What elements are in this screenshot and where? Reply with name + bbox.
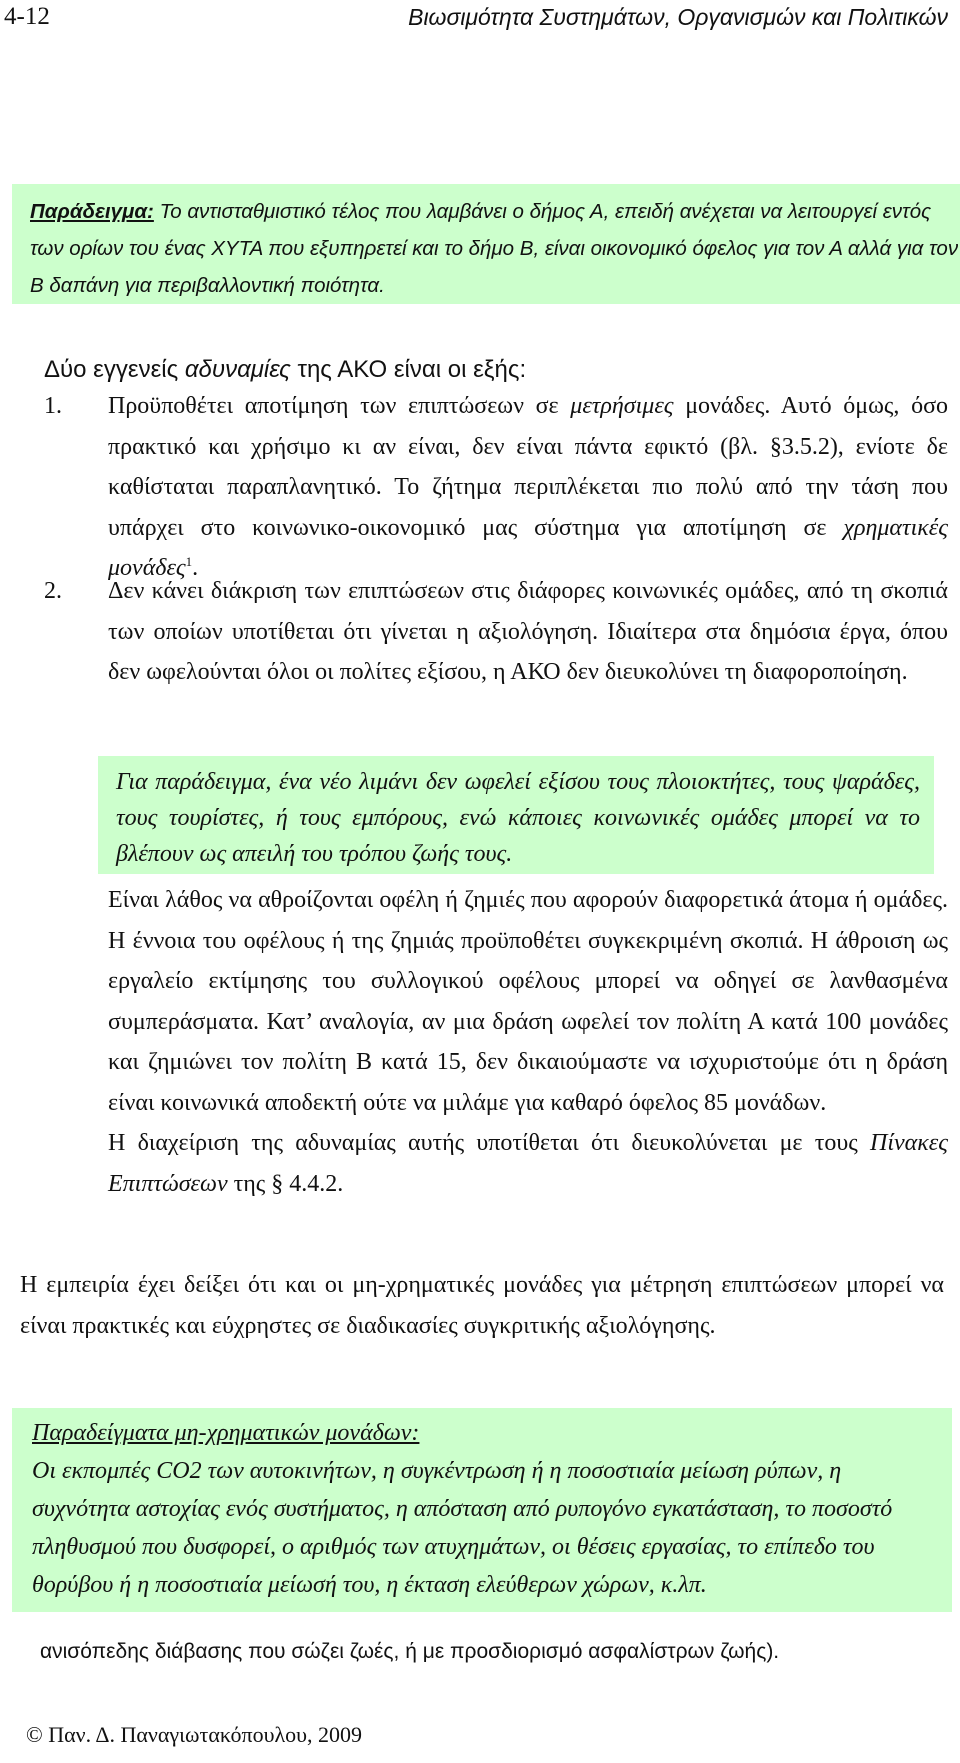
footnote-text: ανισόπεδης διάβασης που σώζει ζωές, ή με προσδιορισμό ασφαλίστρων ζωής). <box>40 1640 780 1663</box>
example-text: Για παράδειγμα, ένα νέο λιμάνι δεν ωφελεί εξίσου τους πλοιοκτήτες, τους ψαράδες, τους τουρίστες, ή τους εμπόρους, ενώ κάποιες κοινωνικές ομάδες μπορεί να το βλέπουν ως απειλή του τρόπου ζωής τους. <box>116 769 920 867</box>
intro-text: Δύο εγγενείς <box>44 356 185 383</box>
item-emphasis: χρηματικές μονάδες <box>108 514 948 581</box>
running-title: Βιωσιμότητα Συστημάτων, Οργανισμών και Πολιτικών <box>408 4 948 30</box>
example-body: Οι εκπομπές CO2 των αυτοκινήτων, η συγκέντρωση ή η ποσοστιαία μείωση ρύπων, η συχνότητα αστοχίας ενός συστήματος, η απόσταση από ρυπογόνο εγκατάσταση, το ποσοστό πληθυσμού που δυσφορεί, ο αριθμός των ατυχημάτων, οι θέσεις εργασίας, το επίπεδο του θορύβου ή η ποσοστιαία μείωσή του, η έκταση ελεύθερων χώρων, κ.λπ. <box>32 1458 893 1598</box>
copyright: © Παν. Δ. Παναγιωτακόπουλου, 2009 <box>26 1722 363 1747</box>
example-lead: Παράδειγμα: <box>30 200 154 223</box>
list-number-1: 1. <box>44 393 62 419</box>
impact-tables-text <box>108 1123 948 1204</box>
impact-text-end: της § 4.4.2. <box>227 1170 344 1197</box>
impact-emphasis: Πίνακες Επιπτώσεων <box>108 1130 948 1197</box>
example-box-landfill <box>12 184 960 304</box>
example-text <box>12 184 960 304</box>
intro-text-end: της ΑΚΟ είναι οι εξής: <box>290 356 527 383</box>
aggregation-paragraph <box>108 880 948 1204</box>
list-number-2: 2. <box>44 578 62 604</box>
item-text: . <box>192 555 199 581</box>
footnote-ref: 1 <box>185 554 193 569</box>
list-item-2: Δεν κάνει διάκριση των επιπτώσεων στις διάφορες κοινωνικές ομάδες, από τη σκοπιά των οποίων υποτίθεται ότι γίνεται η αξιολόγηση. Ιδιαίτερα στα δημόσια έργα, όπου δεν ωφελούνται όλοι οι πολίτες εξίσου, η ΑΚΟ δεν διευκολύνει τη διαφοροποίηση. <box>108 578 948 685</box>
aggregation-text: Είναι λάθος να αθροίζονται οφέλη ή ζημιές που αφορούν διαφορετικά άτομα ή ομάδες. Η έννοια του οφέλους ή της ζημιάς προϋποθέτει συγκεκριμένη σκοπιά. Η άθροιση ως εργαλείο εκτίμησης του συλλογικού οφέλους μπορεί να οδηγεί σε λανθασμένα συμπεράσματα. Κατ’ αναλογία, αν μια δράση ωφελεί τον πολίτη Α κατά 100 μονάδες και ζημιώνει τον πολίτη Β κατά 15, δεν δικαιούμαστε να ισχυριστούμε ότι η δράση είναι κοινωνικά αποδεκτή ούτε να μιλάμε για καθαρό όφελος 85 μονάδων. <box>108 887 948 1116</box>
list-item-1 <box>108 386 948 589</box>
intro-emphasis: αδυναμίες <box>184 356 291 383</box>
experience-paragraph: Η εμπειρία έχει δείξει ότι και οι μη-χρηματικές μονάδες για μέτρηση επιπτώσεων μπορεί να είναι πρακτικές και εύχρηστες σε διαδικασίες συγκριτικής αξιολόγησης. <box>20 1272 944 1339</box>
item-emphasis: μετρήσιμες <box>570 393 674 419</box>
impact-text: Η διαχείριση της αδυναμίας αυτής υποτίθεται ότι διευκολύνεται με τους <box>108 1130 871 1156</box>
weaknesses-intro <box>44 356 526 384</box>
example-text <box>12 1408 952 1604</box>
item-text: μονάδες. Αυτό όμως, όσο πρακτικό και χρήσιμο κι αν είναι, δεν είναι πάντα εφικτό (βλ. §3.5.2), ενίοτε δε καθίσταται παραπλανητικό. Το ζήτημα περιπλέκεται πιο πολύ από την τάση που υπάρχει στο κοινωνικο-οικονομικό μας σύστημα για αποτίμηση σε <box>108 393 949 541</box>
example-box-harbor <box>98 756 934 874</box>
item-text: Προϋποθέτει αποτίμηση των επιπτώσεων σε <box>108 393 571 419</box>
example-body: Το αντισταθμιστικό τέλος που λαμβάνει ο δήμος Α, επειδή ανέχεται να λειτουργεί εντός των ορίων του ένας ΧΥΤΑ που εξυπηρετεί και το δήμο Β, είναι οικονομικό όφελος για τον Α αλλά για τον Β δαπάνη για περιβαλλοντική ποιότητα. <box>30 200 959 297</box>
example-box-units <box>12 1408 952 1612</box>
example-title: Παραδείγματα μη-χρηματικών μονάδων: <box>32 1420 420 1446</box>
page-number: 4-12 <box>4 3 50 30</box>
